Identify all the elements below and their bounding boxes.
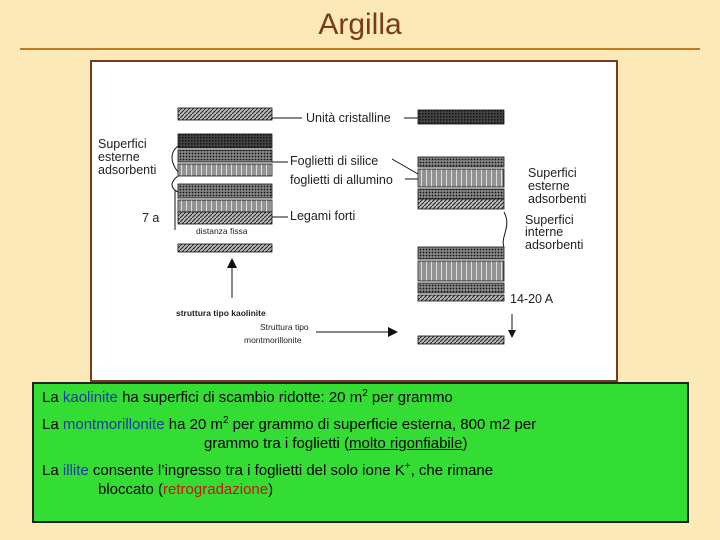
clay-structure-figure: [90, 60, 618, 382]
superscript: +: [404, 461, 411, 472]
molto-rigonfiabile: molto rigonfiabile: [349, 435, 463, 452]
label-superfici-esterne-left-1: Superfici: [98, 137, 147, 151]
label-superfici-esterne-right-3: adsorbenti: [528, 192, 587, 206]
title-divider: [20, 48, 700, 50]
label-superfici-esterne-right-2: esterne: [528, 179, 570, 193]
label-7a: 7 a: [142, 211, 160, 225]
label-struttura-montmorillonite-2: montmorillonite: [244, 335, 302, 345]
text-fragment: La: [42, 416, 63, 433]
label-superfici-esterne-left-2: esterne: [98, 150, 140, 164]
retrogradazione-term: retrogradazione: [163, 481, 269, 498]
text-fragment: bloccato (: [98, 481, 164, 498]
label-superfici-interne-1: Superfici: [525, 213, 574, 227]
text-fragment: grammo tra i foglietti (: [204, 435, 350, 452]
text-fragment: , che rimane: [410, 462, 494, 479]
text-fragment: La: [42, 462, 63, 479]
label-superfici-esterne-left-3: adsorbenti: [98, 163, 157, 177]
text-fragment: per grammo di superficie esterna, 800 m2 per: [228, 416, 537, 433]
text-fragment: ha 20 m: [164, 416, 223, 433]
text-fragment: La: [42, 389, 63, 406]
label-unita-cristalline: Unità cristalline: [306, 111, 391, 125]
kaolinite-term: kaolinite: [62, 389, 118, 406]
montmorillonite-top-stack: [418, 110, 504, 209]
label-fogli-silice: Foglietti di silice: [290, 154, 379, 168]
text-fragment: ha superfici di scambio ridotte: 20 m: [117, 389, 363, 406]
kaolinite-paragraph: [42, 388, 679, 407]
montmorillonite-bottom-stack: [418, 247, 504, 344]
illite-term: illite: [62, 462, 89, 479]
label-distanza-fissa: distanza fissa: [196, 226, 248, 236]
montmorillonite-term: montmorillonite: [62, 416, 165, 433]
illite-paragraph: [42, 461, 679, 499]
label-superfici-interne-3: adsorbenti: [525, 238, 584, 252]
label-struttura-montmorillonite-1: Struttura tipo: [260, 322, 309, 332]
label-superfici-interne-2: interne: [525, 225, 564, 239]
info-box: [32, 382, 689, 523]
text-fragment: ): [268, 481, 274, 498]
label-fogli-allumino: foglietti di allumino: [290, 173, 393, 187]
label-14-20a: 14-20 A: [510, 292, 554, 306]
slide-title: Argilla: [318, 8, 402, 41]
text-fragment: consente l’ingresso tra i foglietti del solo ione K: [88, 462, 405, 479]
montmorillonite-paragraph: [42, 415, 679, 453]
label-superfici-esterne-right-1: Superfici: [528, 166, 577, 180]
superscript: 2: [222, 415, 229, 426]
text-fragment: per grammo: [367, 389, 453, 406]
text-fragment: ): [462, 435, 468, 452]
label-legami-forti: Legami forti: [290, 209, 356, 223]
superscript: 2: [362, 388, 368, 399]
label-struttura-kaolinite: struttura tipo kaolinite: [176, 308, 266, 318]
